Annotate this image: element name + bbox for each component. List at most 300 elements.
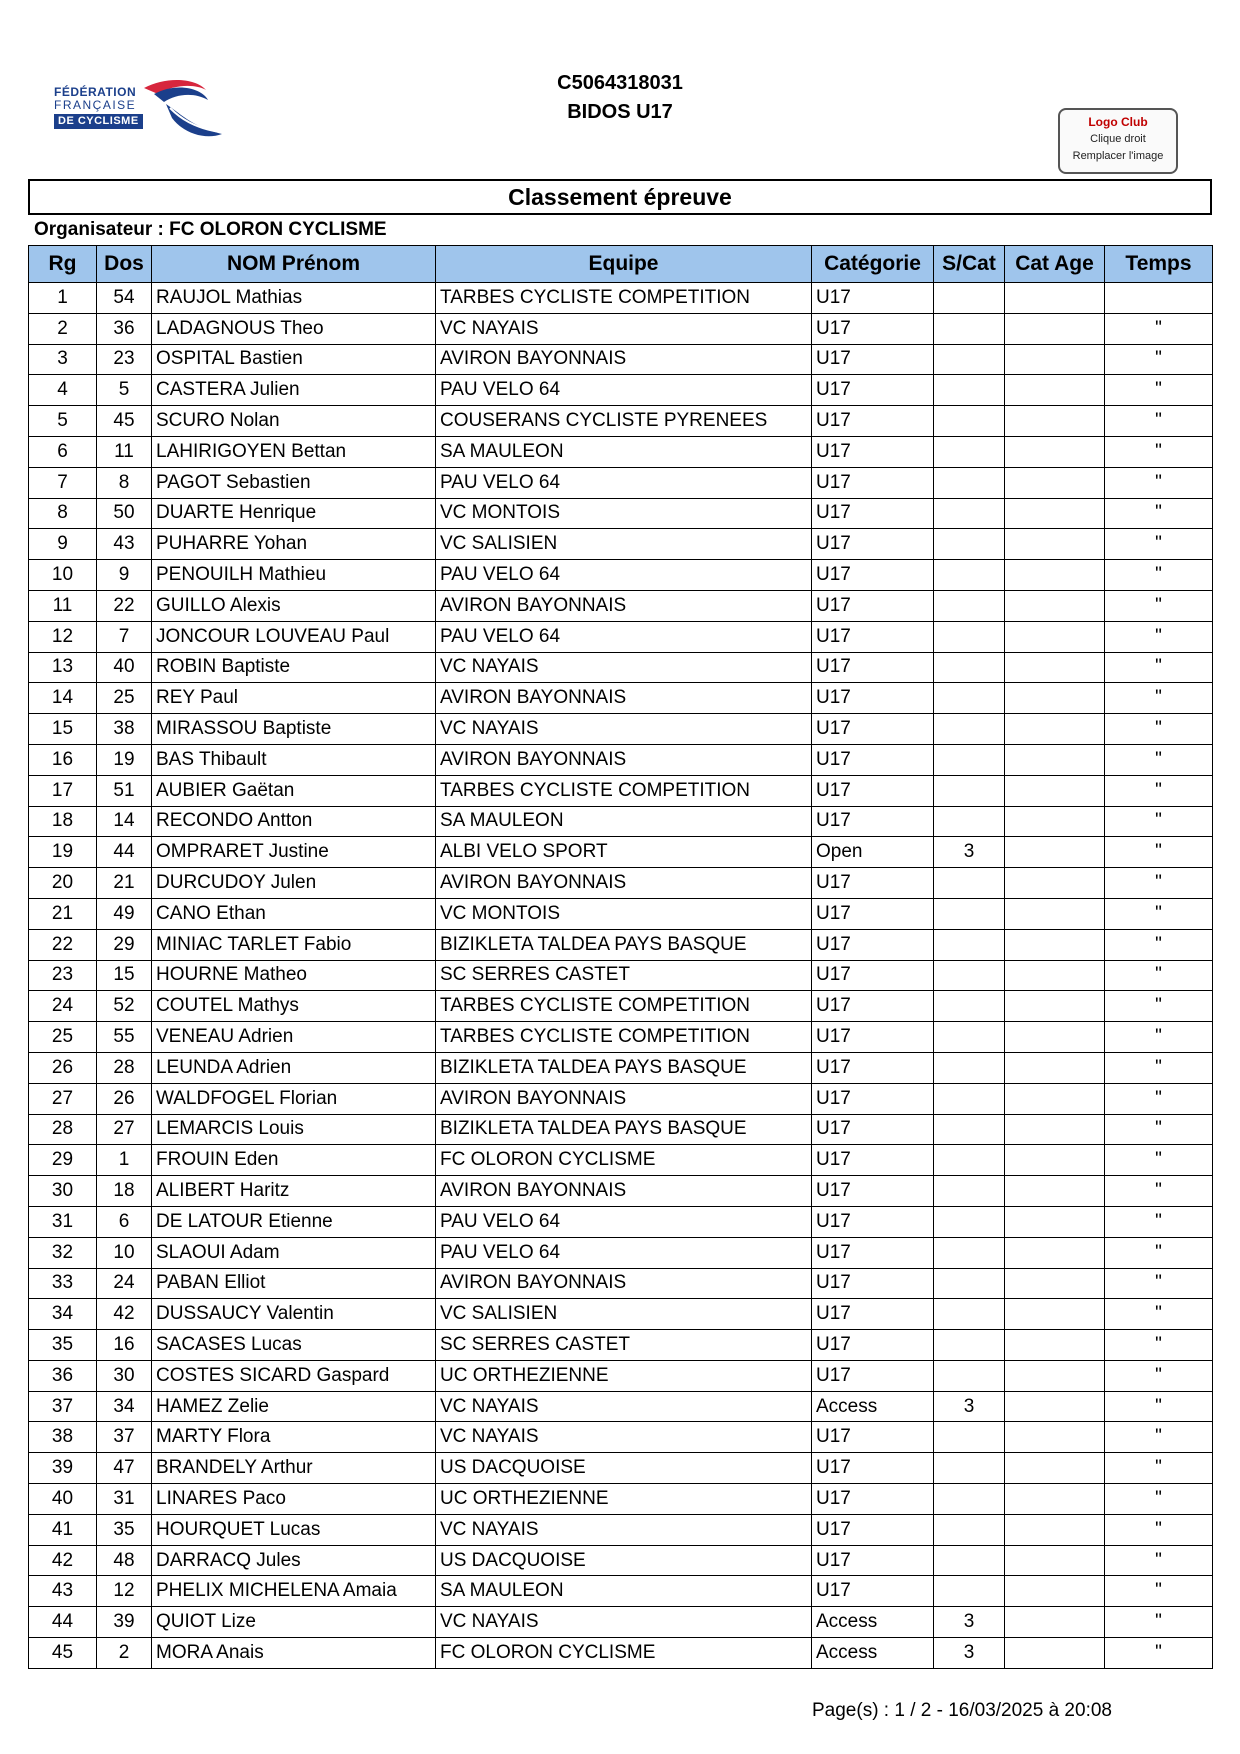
age-category-cell	[1005, 775, 1105, 806]
time-cell: "	[1105, 1391, 1213, 1422]
table-row	[29, 1083, 1213, 1114]
team-cell: PAU VELO 64	[436, 1206, 812, 1237]
bib-cell: 28	[97, 1052, 152, 1083]
table-row	[29, 529, 1213, 560]
rank-cell: 27	[29, 1083, 97, 1114]
rider-name-cell: LADAGNOUS Theo	[152, 313, 436, 344]
subcategory-cell	[934, 929, 1005, 960]
subcategory-cell	[934, 283, 1005, 314]
time-cell: "	[1105, 1206, 1213, 1237]
bib-cell: 42	[97, 1299, 152, 1330]
bib-cell: 8	[97, 467, 152, 498]
subcategory-cell	[934, 1545, 1005, 1576]
rank-cell: 7	[29, 467, 97, 498]
time-cell: "	[1105, 621, 1213, 652]
category-cell: U17	[812, 560, 934, 591]
team-cell: VC NAYAIS	[436, 313, 812, 344]
age-category-cell	[1005, 467, 1105, 498]
category-cell: U17	[812, 1330, 934, 1361]
table-row	[29, 1453, 1213, 1484]
category-cell: U17	[812, 1176, 934, 1207]
table-row	[29, 714, 1213, 745]
table-row	[29, 1360, 1213, 1391]
bib-cell: 37	[97, 1422, 152, 1453]
category-cell: U17	[812, 1422, 934, 1453]
time-cell: "	[1105, 1268, 1213, 1299]
category-cell: Access	[812, 1607, 934, 1638]
subcategory-cell	[934, 991, 1005, 1022]
club-logo-hint-2: Remplacer l'image	[1072, 150, 1164, 162]
rider-name-cell: PENOUILH Mathieu	[152, 560, 436, 591]
rider-name-cell: DUARTE Henrique	[152, 498, 436, 529]
age-category-cell	[1005, 498, 1105, 529]
column-header-team: Equipe	[436, 246, 812, 283]
table-row	[29, 590, 1213, 621]
age-category-cell	[1005, 1576, 1105, 1607]
age-category-cell	[1005, 1083, 1105, 1114]
subcategory-cell	[934, 1145, 1005, 1176]
bib-cell: 49	[97, 898, 152, 929]
rider-name-cell: DARRACQ Jules	[152, 1545, 436, 1576]
team-cell: PAU VELO 64	[436, 1237, 812, 1268]
subcategory-cell	[934, 1299, 1005, 1330]
category-cell: U17	[812, 898, 934, 929]
table-row	[29, 1545, 1213, 1576]
age-category-cell	[1005, 1299, 1105, 1330]
rank-cell: 23	[29, 960, 97, 991]
bib-cell: 10	[97, 1237, 152, 1268]
rider-name-cell: CASTERA Julien	[152, 375, 436, 406]
rider-name-cell: HAMEZ Zelie	[152, 1391, 436, 1422]
rank-cell: 43	[29, 1576, 97, 1607]
subcategory-cell	[934, 621, 1005, 652]
bib-cell: 54	[97, 283, 152, 314]
team-cell: VC NAYAIS	[436, 714, 812, 745]
subcategory-cell	[934, 406, 1005, 437]
competition-code: C5064318031	[557, 72, 683, 94]
time-cell: "	[1105, 1083, 1213, 1114]
bib-cell: 9	[97, 560, 152, 591]
team-cell: AVIRON BAYONNAIS	[436, 344, 812, 375]
age-category-cell	[1005, 1360, 1105, 1391]
rider-name-cell: COUTEL Mathys	[152, 991, 436, 1022]
rank-cell: 28	[29, 1114, 97, 1145]
bib-cell: 25	[97, 683, 152, 714]
table-row	[29, 1607, 1213, 1638]
team-cell: VC NAYAIS	[436, 1422, 812, 1453]
age-category-cell	[1005, 529, 1105, 560]
category-cell: U17	[812, 960, 934, 991]
time-cell: "	[1105, 806, 1213, 837]
rank-cell: 42	[29, 1545, 97, 1576]
rank-cell: 22	[29, 929, 97, 960]
rider-name-cell: SCURO Nolan	[152, 406, 436, 437]
subcategory-cell	[934, 590, 1005, 621]
subcategory-cell	[934, 868, 1005, 899]
table-row	[29, 1391, 1213, 1422]
age-category-cell	[1005, 1422, 1105, 1453]
table-row	[29, 837, 1213, 868]
rider-name-cell: QUIOT Lize	[152, 1607, 436, 1638]
time-cell: "	[1105, 1022, 1213, 1053]
age-category-cell	[1005, 1638, 1105, 1669]
rank-cell: 1	[29, 283, 97, 314]
age-category-cell	[1005, 929, 1105, 960]
rider-name-cell: ROBIN Baptiste	[152, 652, 436, 683]
team-cell: AVIRON BAYONNAIS	[436, 1268, 812, 1299]
rank-cell: 31	[29, 1206, 97, 1237]
age-category-cell	[1005, 1206, 1105, 1237]
results-table	[28, 245, 1213, 1669]
rank-cell: 19	[29, 837, 97, 868]
table-row	[29, 621, 1213, 652]
rank-cell: 14	[29, 683, 97, 714]
age-category-cell	[1005, 898, 1105, 929]
subcategory-cell	[934, 1330, 1005, 1361]
rank-cell: 29	[29, 1145, 97, 1176]
bib-cell: 1	[97, 1145, 152, 1176]
table-row	[29, 744, 1213, 775]
age-category-cell	[1005, 960, 1105, 991]
age-category-cell	[1005, 1237, 1105, 1268]
category-cell: U17	[812, 436, 934, 467]
time-cell: "	[1105, 1360, 1213, 1391]
bib-cell: 23	[97, 344, 152, 375]
time-cell: "	[1105, 1176, 1213, 1207]
table-row	[29, 1237, 1213, 1268]
rank-cell: 45	[29, 1638, 97, 1669]
table-row	[29, 1022, 1213, 1053]
rider-name-cell: LEMARCIS Louis	[152, 1114, 436, 1145]
team-cell: VC NAYAIS	[436, 1391, 812, 1422]
rider-name-cell: LEUNDA Adrien	[152, 1052, 436, 1083]
rider-name-cell: COSTES SICARD Gaspard	[152, 1360, 436, 1391]
time-cell: "	[1105, 991, 1213, 1022]
rank-cell: 9	[29, 529, 97, 560]
age-category-cell	[1005, 436, 1105, 467]
bib-cell: 7	[97, 621, 152, 652]
subcategory-cell	[934, 1576, 1005, 1607]
rider-name-cell: BAS Thibault	[152, 744, 436, 775]
time-cell: "	[1105, 498, 1213, 529]
bib-cell: 45	[97, 406, 152, 437]
rank-cell: 8	[29, 498, 97, 529]
team-cell: AVIRON BAYONNAIS	[436, 744, 812, 775]
rider-name-cell: DE LATOUR Etienne	[152, 1206, 436, 1237]
time-cell: "	[1105, 837, 1213, 868]
rider-name-cell: AUBIER Gaëtan	[152, 775, 436, 806]
rider-name-cell: OMPRARET Justine	[152, 837, 436, 868]
subcategory-cell	[934, 714, 1005, 745]
category-cell: U17	[812, 1114, 934, 1145]
category-cell: U17	[812, 283, 934, 314]
subcategory-cell	[934, 344, 1005, 375]
rank-cell: 6	[29, 436, 97, 467]
table-row	[29, 1052, 1213, 1083]
age-category-cell	[1005, 1453, 1105, 1484]
rider-name-cell: BRANDELY Arthur	[152, 1453, 436, 1484]
rider-name-cell: JONCOUR LOUVEAU Paul	[152, 621, 436, 652]
time-cell: "	[1105, 344, 1213, 375]
federation-logo-line1: FÉDÉRATION	[54, 85, 137, 99]
rank-cell: 11	[29, 590, 97, 621]
time-cell: "	[1105, 590, 1213, 621]
time-cell: "	[1105, 436, 1213, 467]
team-cell: VC NAYAIS	[436, 1514, 812, 1545]
rider-name-cell: DURCUDOY Julen	[152, 868, 436, 899]
column-header-bib: Dos	[97, 246, 152, 283]
bib-cell: 2	[97, 1638, 152, 1669]
table-row	[29, 498, 1213, 529]
time-cell: "	[1105, 529, 1213, 560]
time-cell: "	[1105, 683, 1213, 714]
rank-cell: 41	[29, 1514, 97, 1545]
subcategory-cell	[934, 1083, 1005, 1114]
bib-cell: 18	[97, 1176, 152, 1207]
subcategory-cell	[934, 898, 1005, 929]
subcategory-cell	[934, 806, 1005, 837]
rider-name-cell: HOURQUET Lucas	[152, 1514, 436, 1545]
team-cell: BIZIKLETA TALDEA PAYS BASQUE	[436, 929, 812, 960]
age-category-cell	[1005, 1145, 1105, 1176]
time-cell: "	[1105, 467, 1213, 498]
rank-cell: 5	[29, 406, 97, 437]
subcategory-cell	[934, 1453, 1005, 1484]
age-category-cell	[1005, 283, 1105, 314]
rider-name-cell: RECONDO Antton	[152, 806, 436, 837]
club-logo-hint: Clique droit	[1090, 133, 1146, 145]
table-row	[29, 1422, 1213, 1453]
rank-cell: 17	[29, 775, 97, 806]
table-row	[29, 1145, 1213, 1176]
category-cell: U17	[812, 498, 934, 529]
rank-cell: 37	[29, 1391, 97, 1422]
bib-cell: 51	[97, 775, 152, 806]
bib-cell: 38	[97, 714, 152, 745]
rank-cell: 24	[29, 991, 97, 1022]
results-body	[29, 283, 1213, 1669]
table-row	[29, 1176, 1213, 1207]
rank-cell: 18	[29, 806, 97, 837]
age-category-cell	[1005, 1114, 1105, 1145]
table-row	[29, 1206, 1213, 1237]
category-cell: U17	[812, 744, 934, 775]
team-cell: VC SALISIEN	[436, 1299, 812, 1330]
ranking-title: Classement épreuve	[28, 179, 1212, 215]
rider-name-cell: MARTY Flora	[152, 1422, 436, 1453]
team-cell: PAU VELO 64	[436, 560, 812, 591]
rider-name-cell: OSPITAL Bastien	[152, 344, 436, 375]
time-cell: "	[1105, 744, 1213, 775]
time-cell: "	[1105, 898, 1213, 929]
subcategory-cell	[934, 1114, 1005, 1145]
team-cell: AVIRON BAYONNAIS	[436, 1176, 812, 1207]
category-cell: U17	[812, 1484, 934, 1515]
team-cell: AVIRON BAYONNAIS	[436, 1083, 812, 1114]
team-cell: VC NAYAIS	[436, 1607, 812, 1638]
age-category-cell	[1005, 1330, 1105, 1361]
rider-name-cell: FROUIN Eden	[152, 1145, 436, 1176]
category-cell: U17	[812, 1514, 934, 1545]
rider-name-cell: MINIAC TARLET Fabio	[152, 929, 436, 960]
category-cell: U17	[812, 467, 934, 498]
table-row	[29, 1299, 1213, 1330]
subcategory-cell	[934, 1422, 1005, 1453]
category-cell: U17	[812, 929, 934, 960]
bib-cell: 34	[97, 1391, 152, 1422]
rank-cell: 39	[29, 1453, 97, 1484]
bib-cell: 15	[97, 960, 152, 991]
bib-cell: 19	[97, 744, 152, 775]
category-cell: U17	[812, 1360, 934, 1391]
club-logo-placeholder[interactable]	[1058, 108, 1178, 174]
team-cell: AVIRON BAYONNAIS	[436, 590, 812, 621]
subcategory-cell	[934, 436, 1005, 467]
age-category-cell	[1005, 652, 1105, 683]
team-cell: TARBES CYCLISTE COMPETITION	[436, 283, 812, 314]
subcategory-cell	[934, 529, 1005, 560]
bib-cell: 35	[97, 1514, 152, 1545]
time-cell: "	[1105, 1299, 1213, 1330]
time-cell: "	[1105, 1145, 1213, 1176]
table-row	[29, 683, 1213, 714]
bib-cell: 21	[97, 868, 152, 899]
time-cell: "	[1105, 775, 1213, 806]
subcategory-cell	[934, 1514, 1005, 1545]
team-cell: VC MONTOIS	[436, 498, 812, 529]
team-cell: FC OLORON CYCLISME	[436, 1145, 812, 1176]
team-cell: SC SERRES CASTET	[436, 960, 812, 991]
category-cell: U17	[812, 1083, 934, 1114]
bib-cell: 27	[97, 1114, 152, 1145]
time-cell: "	[1105, 313, 1213, 344]
table-row	[29, 1114, 1213, 1145]
time-cell: "	[1105, 1114, 1213, 1145]
age-category-cell	[1005, 1052, 1105, 1083]
team-cell: BIZIKLETA TALDEA PAYS BASQUE	[436, 1114, 812, 1145]
table-row	[29, 436, 1213, 467]
subcategory-cell	[934, 960, 1005, 991]
age-category-cell	[1005, 806, 1105, 837]
table-row	[29, 806, 1213, 837]
table-row	[29, 868, 1213, 899]
time-cell: "	[1105, 560, 1213, 591]
table-row	[29, 991, 1213, 1022]
category-cell: Access	[812, 1638, 934, 1669]
table-row	[29, 560, 1213, 591]
age-category-cell	[1005, 868, 1105, 899]
rank-cell: 20	[29, 868, 97, 899]
bib-cell: 14	[97, 806, 152, 837]
table-row	[29, 406, 1213, 437]
subcategory-cell	[934, 1484, 1005, 1515]
age-category-cell	[1005, 560, 1105, 591]
rank-cell: 32	[29, 1237, 97, 1268]
bib-cell: 31	[97, 1484, 152, 1515]
subcategory-cell: 3	[934, 1607, 1005, 1638]
rank-cell: 36	[29, 1360, 97, 1391]
subcategory-cell	[934, 375, 1005, 406]
bib-cell: 30	[97, 1360, 152, 1391]
subcategory-cell	[934, 313, 1005, 344]
bib-cell: 12	[97, 1576, 152, 1607]
subcategory-cell	[934, 683, 1005, 714]
table-row	[29, 898, 1213, 929]
category-cell: U17	[812, 1299, 934, 1330]
category-cell: U17	[812, 1268, 934, 1299]
rank-cell: 3	[29, 344, 97, 375]
category-cell: U17	[812, 1052, 934, 1083]
time-cell: "	[1105, 375, 1213, 406]
rank-cell: 44	[29, 1607, 97, 1638]
time-cell: "	[1105, 1484, 1213, 1515]
rank-cell: 15	[29, 714, 97, 745]
bib-cell: 36	[97, 313, 152, 344]
table-row	[29, 313, 1213, 344]
age-category-cell	[1005, 683, 1105, 714]
rider-name-cell: VENEAU Adrien	[152, 1022, 436, 1053]
subcategory-cell	[934, 1237, 1005, 1268]
age-category-cell	[1005, 1022, 1105, 1053]
rider-name-cell: PHELIX MICHELENA Amaia	[152, 1576, 436, 1607]
time-cell: "	[1105, 406, 1213, 437]
subcategory-cell: 3	[934, 1638, 1005, 1669]
rank-cell: 21	[29, 898, 97, 929]
rider-name-cell: SLAOUI Adam	[152, 1237, 436, 1268]
team-cell: PAU VELO 64	[436, 621, 812, 652]
category-cell: U17	[812, 714, 934, 745]
category-cell: U17	[812, 344, 934, 375]
age-category-cell	[1005, 1484, 1105, 1515]
team-cell: AVIRON BAYONNAIS	[436, 683, 812, 714]
time-cell: "	[1105, 929, 1213, 960]
rider-name-cell: GUILLO Alexis	[152, 590, 436, 621]
team-cell: TARBES CYCLISTE COMPETITION	[436, 775, 812, 806]
team-cell: TARBES CYCLISTE COMPETITION	[436, 991, 812, 1022]
category-cell: U17	[812, 683, 934, 714]
team-cell: US DACQUOISE	[436, 1453, 812, 1484]
age-category-cell	[1005, 313, 1105, 344]
age-category-cell	[1005, 590, 1105, 621]
table-row	[29, 1330, 1213, 1361]
subcategory-cell	[934, 775, 1005, 806]
bib-cell: 55	[97, 1022, 152, 1053]
age-category-cell	[1005, 744, 1105, 775]
category-cell: U17	[812, 1145, 934, 1176]
time-cell: "	[1105, 1514, 1213, 1545]
table-row	[29, 283, 1213, 314]
team-cell: ALBI VELO SPORT	[436, 837, 812, 868]
category-cell: U17	[812, 775, 934, 806]
rider-name-cell: LINARES Paco	[152, 1484, 436, 1515]
bib-cell: 47	[97, 1453, 152, 1484]
time-cell: "	[1105, 1607, 1213, 1638]
rank-cell: 16	[29, 744, 97, 775]
category-cell: U17	[812, 406, 934, 437]
age-category-cell	[1005, 714, 1105, 745]
time-cell: "	[1105, 652, 1213, 683]
results-header-row	[29, 246, 1213, 283]
team-cell: AVIRON BAYONNAIS	[436, 868, 812, 899]
bib-cell: 24	[97, 1268, 152, 1299]
rider-name-cell: WALDFOGEL Florian	[152, 1083, 436, 1114]
age-category-cell	[1005, 1545, 1105, 1576]
time-cell: "	[1105, 1422, 1213, 1453]
age-category-cell	[1005, 1176, 1105, 1207]
bib-cell: 16	[97, 1330, 152, 1361]
table-row	[29, 775, 1213, 806]
table-row	[29, 344, 1213, 375]
